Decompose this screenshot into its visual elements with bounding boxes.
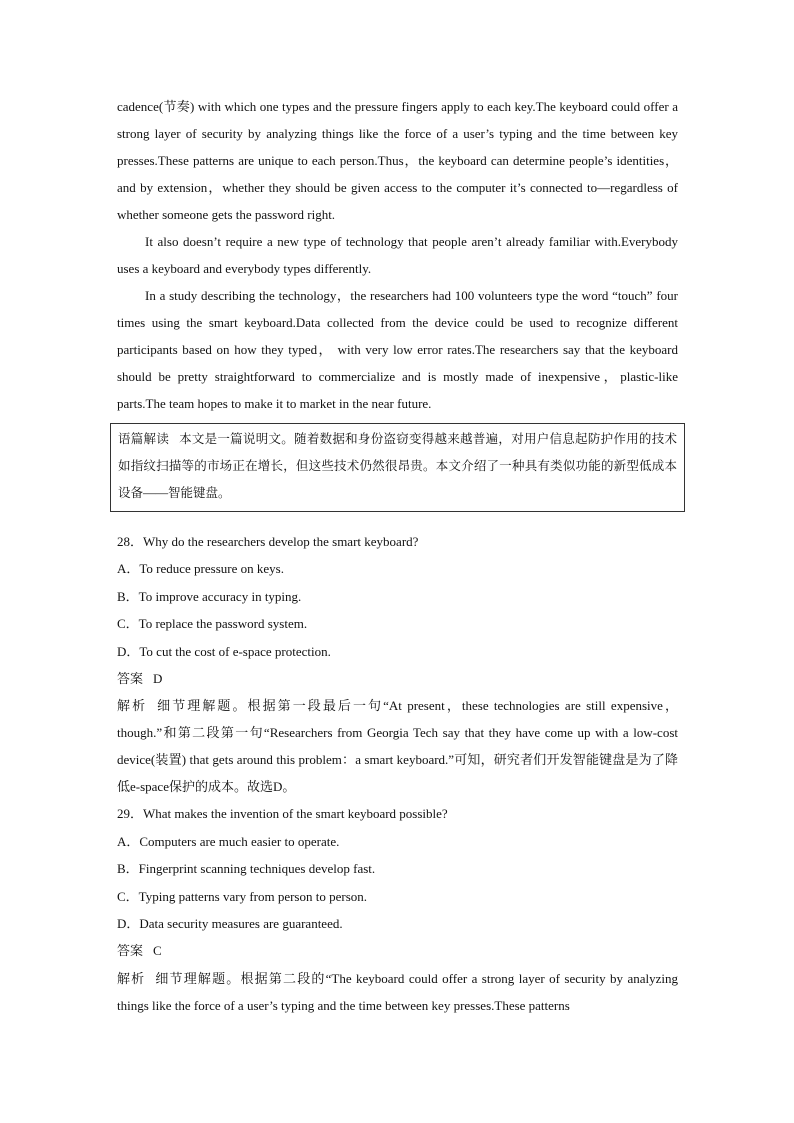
document-page	[117, 93, 678, 1019]
question-28-option-b: B．To improve accuracy in typing.	[117, 588, 302, 604]
question-28-answer	[117, 665, 678, 692]
question-28-option-c: C．To replace the password system.	[117, 616, 308, 632]
answer-value: C	[153, 943, 162, 959]
passage-paragraph-2: It also doesn’t require a new type of technology that people aren’t already familiar with.Everybody uses a keyboard and everybody types differently.	[117, 234, 678, 276]
passage-paragraph-1: cadence(节奏) with which one types and the pressure fingers apply to each key.The keyboard could offer a strong layer of security by analyzing things like the force of a user’s typing and the time between key presses.These patterns are unique to each person.Thus，the keyboard can determine people’s identities，and by extension，whether they should be given access to the computer it’s connected to—regardless of whether someone gets the password right.	[117, 99, 678, 222]
question-29-answer	[117, 937, 678, 964]
question-28-option-d: D．To cut the cost of e-space protection.	[117, 643, 331, 659]
answer-label: 答案	[117, 943, 144, 959]
analysis-label: 解析	[117, 698, 148, 714]
question-28-analysis	[117, 692, 678, 800]
question-29-analysis	[117, 965, 678, 1019]
question-29-option-b: B．Fingerprint scanning techniques develop fast.	[117, 861, 376, 877]
answer-value: D	[153, 671, 163, 687]
reading-note-box	[110, 423, 685, 512]
question-29-option-d: D．Data security measures are guaranteed.	[117, 916, 343, 932]
question-29-option-a: A．Computers are much easier to operate.	[117, 833, 340, 849]
question-29-option-c: C．Typing patterns vary from person to person.	[117, 888, 368, 904]
reading-note-label: 语篇解读	[118, 432, 170, 446]
analysis-text: 细节理解题。根据第一段最后一句“At present，these technologies are still expensive，though.”和第二段第一句“Researchers from Georgia Tech say that they have come up with a low-cost device(装置) that gets around this problem：a smart keyboard.”可知，研究者们开发智能键盘是为了降低e-space保护的成本。故选D。	[117, 698, 678, 795]
question-29-stem: 29．What makes the invention of the smart keyboard possible?	[117, 806, 448, 822]
reading-note-text	[118, 426, 677, 507]
question-28-stem: 28．Why do the researchers develop the smart keyboard?	[117, 534, 419, 549]
analysis-text: 细节理解题。根据第二段的“The keyboard could offer a strong layer of security by analyzing things like the force of a user’s typing and the time between key presses.These patterns	[117, 970, 678, 1013]
question-29	[117, 800, 678, 1018]
question-28	[117, 528, 678, 800]
analysis-label: 解析	[117, 970, 146, 986]
question-28-option-a: A．To reduce pressure on keys.	[117, 561, 284, 577]
reading-note-body: 本文是一篇说明文。随着数据和身份盗窃变得越来越普遍，对用户信息起防护作用的技术如指纹扫描等的市场正在增长，但这些技术仍然很昂贵。本文介绍了一种具有类似功能的新型低成本设备——智能键盘。	[118, 432, 677, 500]
answer-label: 答案	[117, 671, 144, 687]
passage-paragraph-3: In a study describing the technology，the researchers had 100 volunteers type the word “touch” four times using the smart keyboard.Data collected from the device could be used to recognize different participants based on how they typed， with very low error rates.The researchers say that the keyboard should be pretty straightforward to commercialize and is mostly made of inexpensive，plastic-like parts.The team hopes to make it to market in the near future.	[117, 288, 678, 411]
